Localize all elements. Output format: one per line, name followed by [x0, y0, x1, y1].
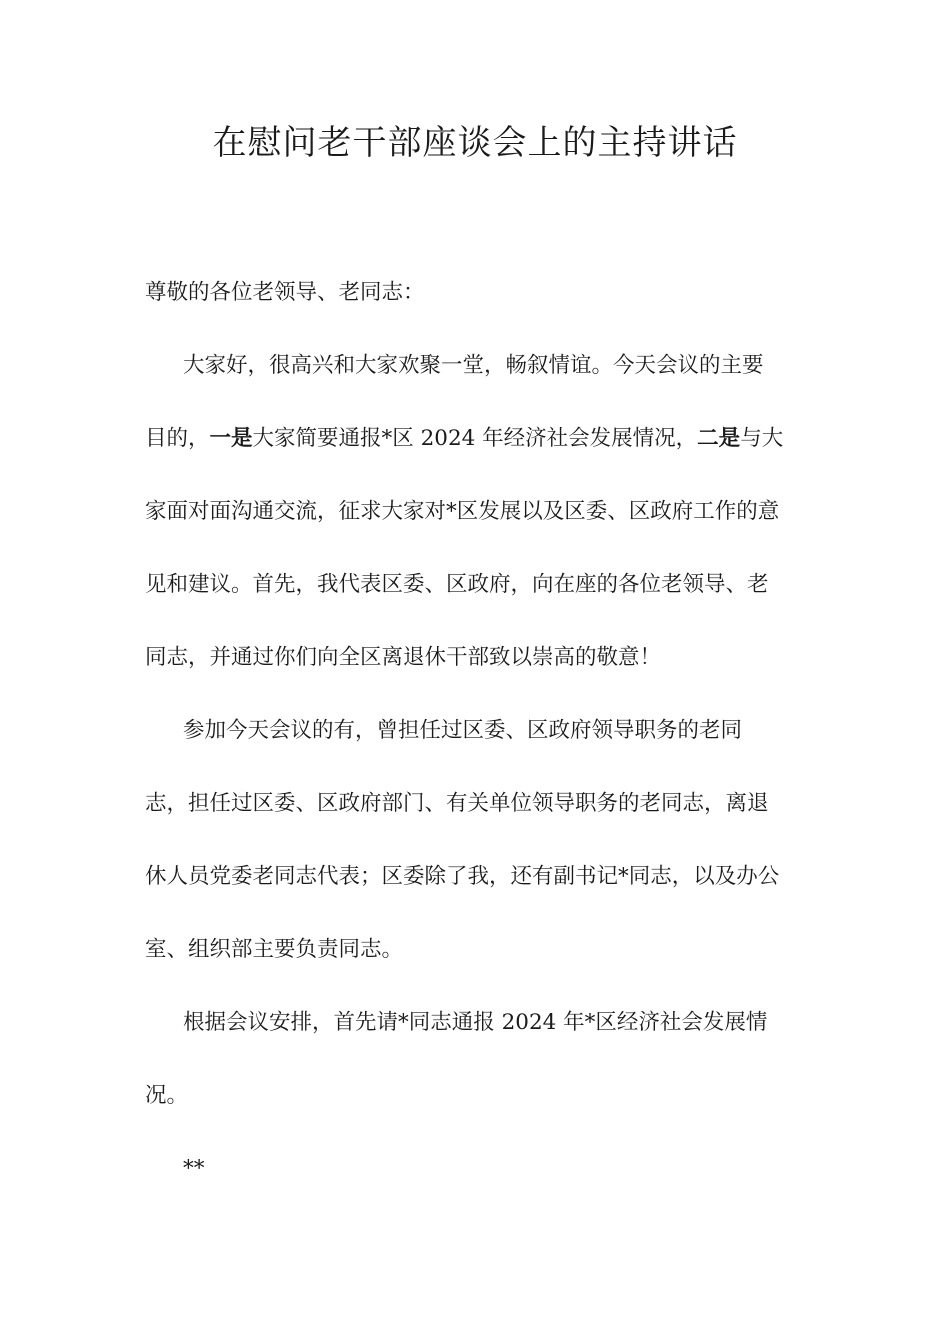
page-title: 在慰问老干部座谈会上的主持讲话: [212, 123, 738, 163]
paragraph-1-line-5: 同志，并通过你们向全区离退休干部致以崇高的敬意！: [145, 645, 662, 670]
salutation: 尊敬的各位老领导、老同志：: [145, 280, 425, 305]
paragraph-1-line-3: 家面对面沟通交流，征求大家对*区发展以及区委、区政府工作的意: [145, 499, 780, 524]
document-body: [145, 274, 807, 1223]
paragraph-2-line-2: 志，担任过区委、区政府部门、有关单位领导职务的老同志，离退: [145, 791, 769, 816]
paragraph-4: **: [183, 1156, 205, 1181]
text-segment: 与大: [740, 426, 784, 451]
paragraph-1-line-4: 见和建议。首先，我代表区委、区政府，向在座的各位老领导、老: [145, 572, 769, 597]
bold-segment: 一是: [209, 426, 253, 451]
bold-segment: 二是: [697, 426, 741, 451]
text-segment: 目的，: [145, 426, 210, 451]
paragraph-2-line-4: 室、组织部主要负责同志。: [145, 937, 404, 962]
text-segment: 大家简要通报*区 2024 年经济社会发展情况，: [252, 426, 698, 451]
paragraph-1-line-2: [145, 420, 807, 457]
paragraph-3: [145, 1004, 807, 1114]
paragraph-2-line-3: 休人员党委老同志代表；区委除了我，还有副书记*同志，以及办公: [145, 864, 780, 889]
paragraph-2-line-1: 参加今天会议的有，曾担任过区委、区政府领导职务的老同: [183, 718, 743, 743]
paragraph-3-line-2: 况。: [145, 1083, 189, 1108]
paragraph-1-line-1: 大家好，很高兴和大家欢聚一堂，畅叙情谊。今天会议的主要: [183, 353, 764, 378]
paragraph-1: [145, 347, 807, 676]
paragraph-3-line-1: 根据会议安排，首先请*同志通报 2024 年*区经济社会发展情: [183, 1010, 768, 1035]
paragraph-2: [145, 712, 807, 968]
